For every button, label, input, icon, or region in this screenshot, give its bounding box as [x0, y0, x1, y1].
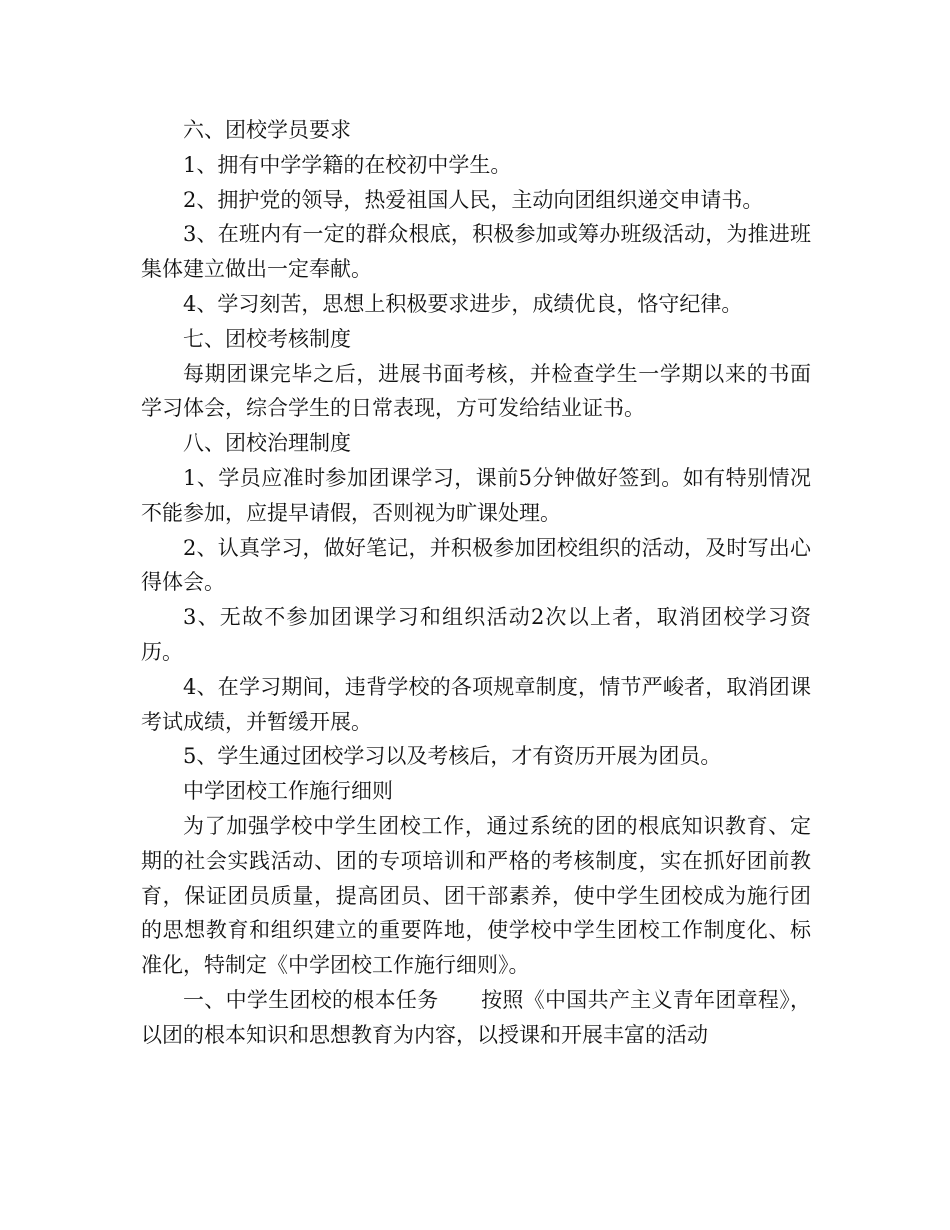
section-1-paragraph: 一、中学生团校的根本任务 按照《中国共产主义青年团章程》，以团的根本知识和思想教育为内容，以授课和开展丰富的活动 [141, 987, 811, 1047]
intro-paragraph: 为了加强学校中学生团校工作，通过系统的团的根底知识教育、定期的社会实践活动、团的专项培训和严格的考核制度，实在抓好团前教育，保证团员质量，提高团员、团干部素养，使中学生团校成为施行团的思想教育和组织建立的重要阵地，使学校中学生团校工作制度化、标准化，特制定《中学团校工作施行细则》。 [141, 813, 811, 978]
requirement-item-1: 1、拥有中学学籍的在校初中学生。 [183, 152, 512, 177]
section-heading-8: 八、团校治理制度 [183, 431, 351, 456]
document-title: 中学团校工作施行细则 [183, 779, 393, 804]
rule-item-5: 5、学生通过团校学习以及考核后，才有资历开展为团员。 [183, 744, 722, 769]
requirement-item-2: 2、拥护党的领导，热爱祖国人民，主动向团组织递交申请书。 [183, 187, 764, 212]
rule-item-2: 2、认真学习，做好笔记，并积极参加团校组织的活动，及时写出心得体会。 [141, 535, 811, 595]
section-heading-6: 六、团校学员要求 [183, 118, 351, 142]
assessment-paragraph: 每期团课完毕之后，进展书面考核，并检查学生一学期以来的书面学习体会，综合学生的日常表现，方可发给结业证书。 [141, 361, 811, 421]
document-body [141, 113, 811, 1053]
requirement-item-3: 3、在班内有一定的群众根底，积极参加或筹办班级活动，为推进班集体建立做出一定奉献。 [141, 222, 811, 282]
rule-item-3: 3、无故不参加团课学习和组织活动2次以上者，取消团校学习资历。 [141, 605, 811, 664]
rule-item-4: 4、在学习期间，违背学校的各项规章制度，情节严峻者，取消团课考试成绩，并暂缓开展。 [141, 674, 811, 734]
section-heading-7: 七、团校考核制度 [183, 326, 351, 351]
rule-item-1: 1、学员应准时参加团课学习，课前5分钟做好签到。如有特别情况不能参加，应提早请假，否则视为旷课处理。 [141, 465, 811, 525]
requirement-item-4: 4、学习刻苦，思想上积极要求进步，成绩优良，恪守纪律。 [183, 291, 743, 316]
